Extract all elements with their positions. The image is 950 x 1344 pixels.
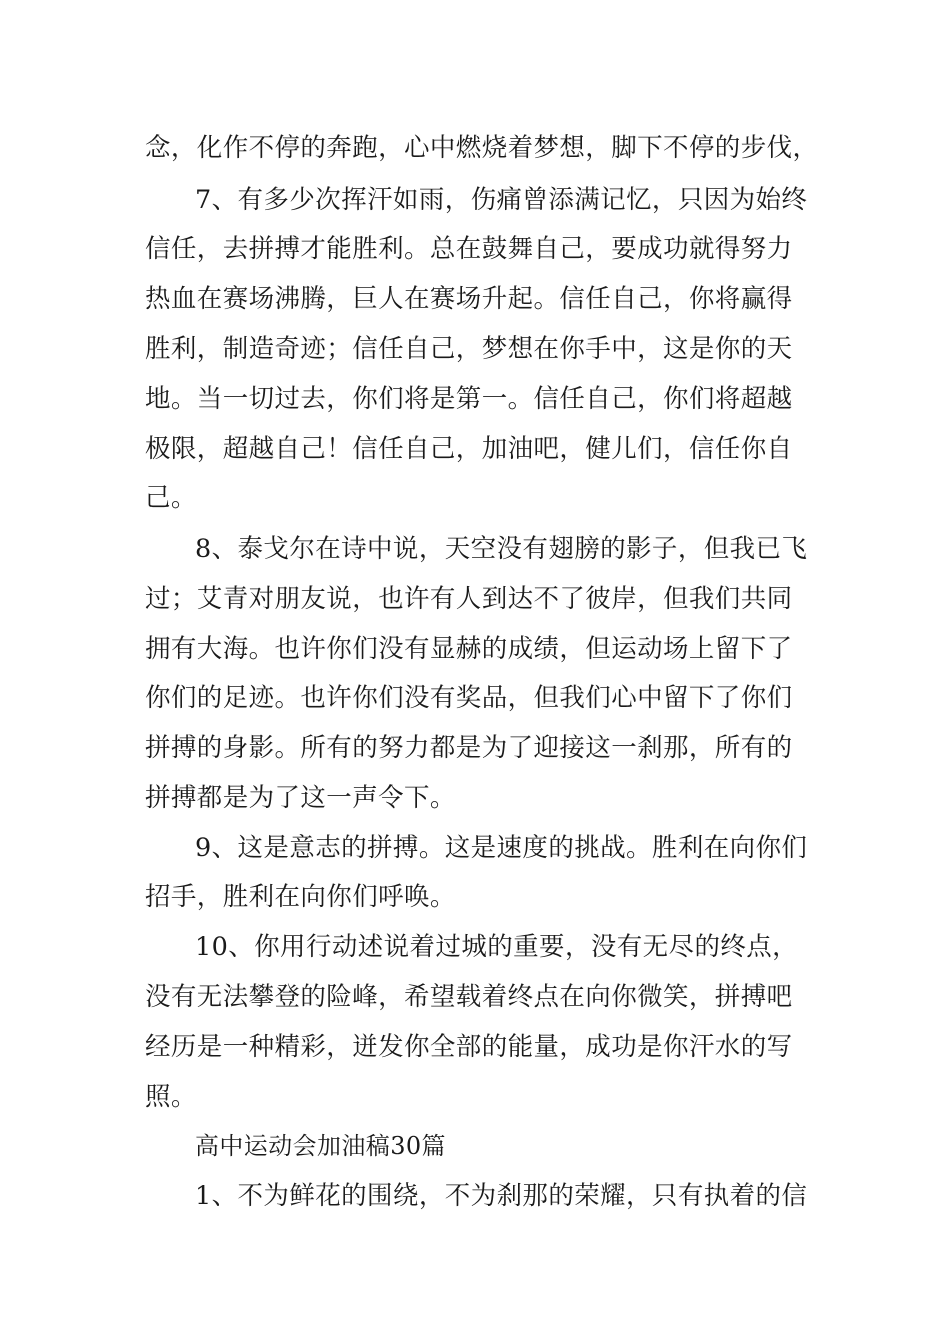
paragraph-7-start: 7、有多少次挥汗如雨，伤痛曾添满记忆，只因为始终 — [195, 185, 808, 215]
text-line: 拥有大海。也许你们没有显赫的成绩，但运动场上留下了 — [145, 634, 793, 664]
text-line: 招手，胜利在向你们呼唤。 — [145, 882, 456, 912]
section-heading: 高中运动会加油稿30篇 — [195, 1132, 446, 1160]
text-line: 没有无法攀登的险峰，希望载着终点在向你微笑，拼搏吧 — [145, 982, 793, 1012]
text-line: 地。当一切过去，你们将是第一。信任自己，你们将超越 — [145, 384, 793, 414]
text-line: 念，化作不停的奔跑，心中燃烧着梦想，脚下不停的步伐， — [145, 133, 819, 163]
text-line: 照。 — [145, 1082, 197, 1112]
paragraph-10-start: 10、你用行动述说着过城的重要，没有无尽的终点， — [195, 932, 799, 962]
paragraph-9-start: 9、这是意志的拼搏。这是速度的挑战。胜利在向你们 — [195, 833, 808, 863]
text-line: 经历是一种精彩，迸发你全部的能量，成功是你汗水的写 — [145, 1032, 793, 1062]
text-line: 你们的足迹。也许你们没有奖品，但我们心中留下了你们 — [145, 683, 793, 713]
text-line: 己。 — [145, 483, 197, 513]
text-line: 极限，超越自己！信任自己，加油吧，健儿们，信任你自 — [145, 434, 793, 464]
paragraph-1-start: 1、不为鲜花的围绕，不为刹那的荣耀，只有执着的信 — [195, 1181, 808, 1211]
text-line: 胜利，制造奇迹；信任自己，梦想在你手中，这是你的天 — [145, 334, 793, 364]
paragraph-8-start: 8、泰戈尔在诗中说，天空没有翅膀的影子，但我已飞 — [195, 534, 808, 564]
text-line: 热血在赛场沸腾，巨人在赛场升起。信任自己，你将赢得 — [145, 284, 793, 314]
text-line: 拼搏的身影。所有的努力都是为了迎接这一刹那，所有的 — [145, 733, 793, 763]
text-line: 过；艾青对朋友说，也许有人到达不了彼岸，但我们共同 — [145, 584, 793, 614]
text-line: 拼搏都是为了这一声令下。 — [145, 783, 456, 813]
text-line: 信任，去拼搏才能胜利。总在鼓舞自己，要成功就得努力 — [145, 234, 793, 264]
